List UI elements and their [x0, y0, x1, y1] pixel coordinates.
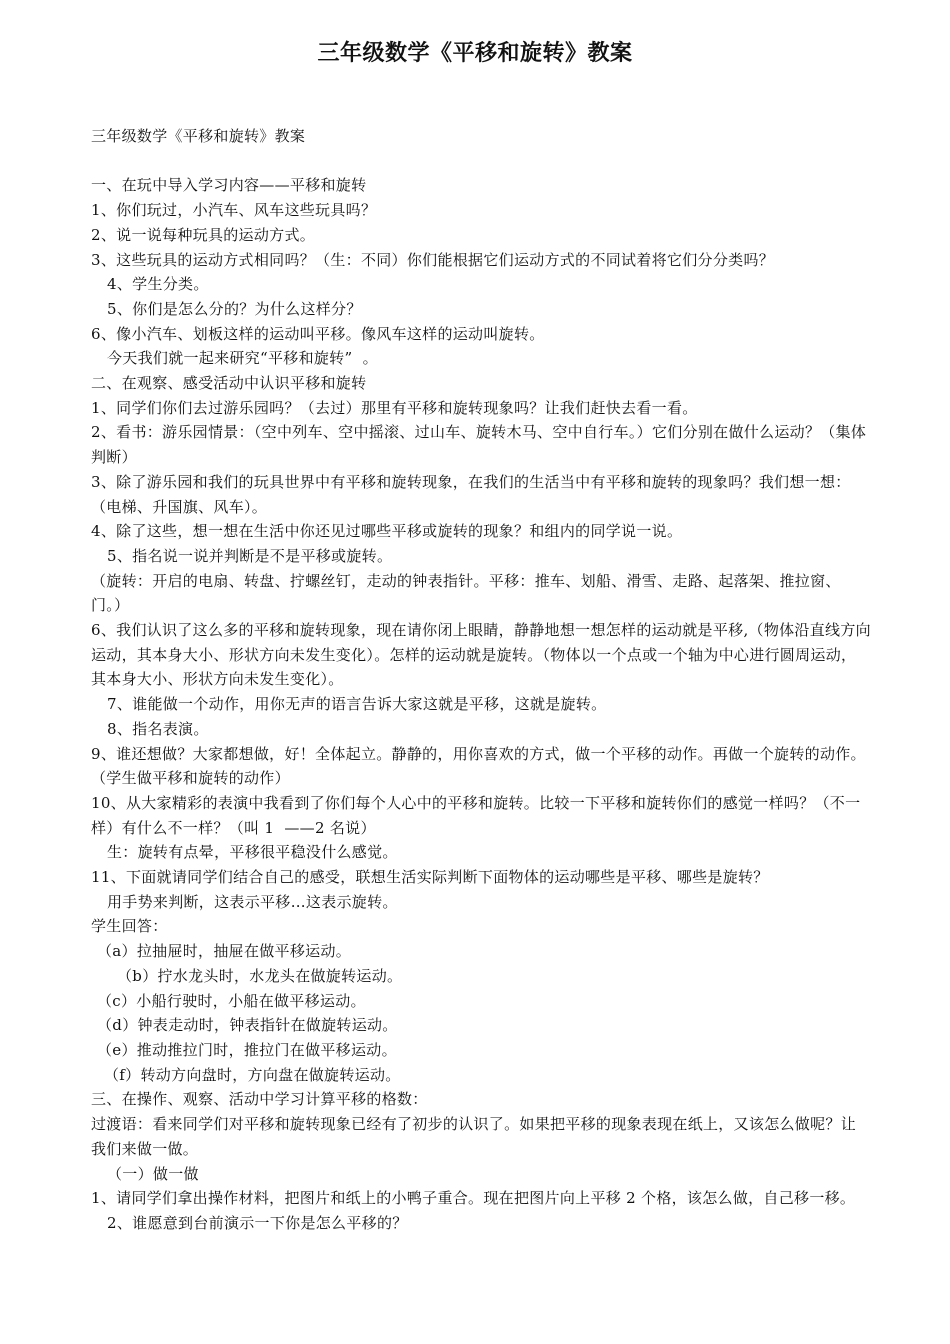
paragraph: 1、同学们你们去过游乐园吗？（去过）那里有平移和旋转现象吗？让我们赶快去看一看。 [91, 398, 698, 417]
paragraph: 6、我们认识了这么多的平移和旋转现象，现在请你闭上眼睛，静静地想一想怎样的运动就是平移,（物体沿直线方向运动，其本身大小、形状方向未发生变化）。怎样的运动就是旋转。（物体以一个点或一个轴为中心进行圆周运动，其本身大小、形状方向未发生变化）。 [91, 621, 871, 689]
paragraph: 7、谁能做一个动作，用你无声的语言告诉大家这就是平移，这就是旋转。 [107, 695, 607, 714]
paragraph: 10、从大家精彩的表演中我看到了你们每个人心中的平移和旋转。比较一下平移和旋转你们的感觉一样吗？（不一样）有什么不一样？（叫 1 ——2 名说） [91, 793, 861, 837]
list-item: （b）拧水龙头时，水龙头在做旋转运动。 [117, 966, 403, 985]
paragraph: 用手势来判断，这表示平移…这表示旋转。 [107, 892, 398, 911]
document-body [91, 124, 871, 1236]
paragraph: 2、说一说每种玩具的运动方式。 [91, 225, 316, 244]
paragraph: 1、请同学们拿出操作材料，把图片和纸上的小鸭子重合。现在把图片向上平移 2 个格，该怎么做，自己移一移。 [91, 1189, 856, 1208]
paragraph: 学生回答： [91, 917, 168, 936]
list-item: （a）拉抽屉时，抽屉在做平移运动。 [97, 942, 352, 961]
paragraph: 5、你们是怎么分的？为什么这样分？ [107, 299, 362, 318]
paragraph: 3、除了游乐园和我们的玩具世界中有平移和旋转现象，在我们的生活当中有平移和旋转的现象吗？我们想一想：（电梯、升国旗、风车）。 [91, 472, 851, 516]
paragraph: 2、看书：游乐园情景：（空中列车、空中摇滚、过山车、旋转木马、空中自行车。）它们分别在做什么运动？（集体判断） [91, 423, 867, 467]
paragraph: 11、下面就请同学们结合自己的感受，联想生活实际判断下面物体的运动哪些是平移、哪些是旋转？ [91, 868, 769, 887]
paragraph: 6、像小汽车、划板这样的运动叫平移。像风车这样的运动叫旋转。 [91, 324, 545, 343]
paragraph: 4、除了这些，想一想在生活中你还见过哪些平移或旋转的现象？和组内的同学说一说。 [91, 522, 683, 541]
subsection-heading: （一）做一做 [107, 1164, 199, 1183]
paragraph: （旋转：开启的电扇、转盘、拧螺丝钉，走动的钟表指针。平移：推车、划船、滑雪、走路、起落架、推拉窗、门。） [91, 571, 841, 615]
section-heading: 一、在玩中导入学习内容——平移和旋转 [91, 176, 367, 195]
document-subtitle: 三年级数学《平移和旋转》教案 [91, 127, 306, 145]
paragraph: 4、学生分类。 [107, 275, 209, 294]
section-heading: 三、在操作、观察、活动中学习计算平移的格数： [91, 1090, 428, 1109]
list-item: （f）转动方向盘时，方向盘在做旋转运动。 [104, 1065, 401, 1084]
paragraph: 3、这些玩具的运动方式相同吗？（生：不同）你们能根据它们运动方式的不同试着将它们分分类吗？ [91, 250, 775, 269]
list-item: （d）钟表走动时，钟表指针在做旋转运动。 [97, 1016, 398, 1035]
paragraph: 2、谁愿意到台前演示一下你是怎么平移的？ [107, 1213, 408, 1232]
paragraph: 今天我们就一起来研究“平移和旋转” 。 [107, 349, 378, 368]
paragraph: 生：旋转有点晕，平移很平稳没什么感觉。 [107, 843, 398, 862]
paragraph: 过渡语：看来同学们对平移和旋转现象已经有了初步的认识了。如果把平移的现象表现在纸上，又该怎么做呢？让我们来做一做。 [91, 1115, 857, 1158]
paragraph: 5、指名说一说并判断是不是平移或旋转。 [107, 546, 393, 565]
list-item: （c）小船行驶时，小船在做平移运动。 [97, 991, 366, 1010]
section-heading: 二、在观察、感受活动中认识平移和旋转 [91, 374, 367, 393]
list-item: （e）推动推拉门时，推拉门在做平移运动。 [97, 1041, 397, 1059]
paragraph: 8、指名表演。 [107, 719, 209, 738]
paragraph: 1、你们玩过，小汽车、风车这些玩具吗？ [91, 201, 377, 220]
paragraph: 9、谁还想做？大家都想做，好！全体起立。静静的，用你喜欢的方式，做一个平移的动作。再做一个旋转的动作。（学生做平移和旋转的动作） [91, 744, 866, 788]
document-title: 三年级数学《平移和旋转》教案 [317, 41, 633, 66]
blank-line [91, 149, 871, 174]
